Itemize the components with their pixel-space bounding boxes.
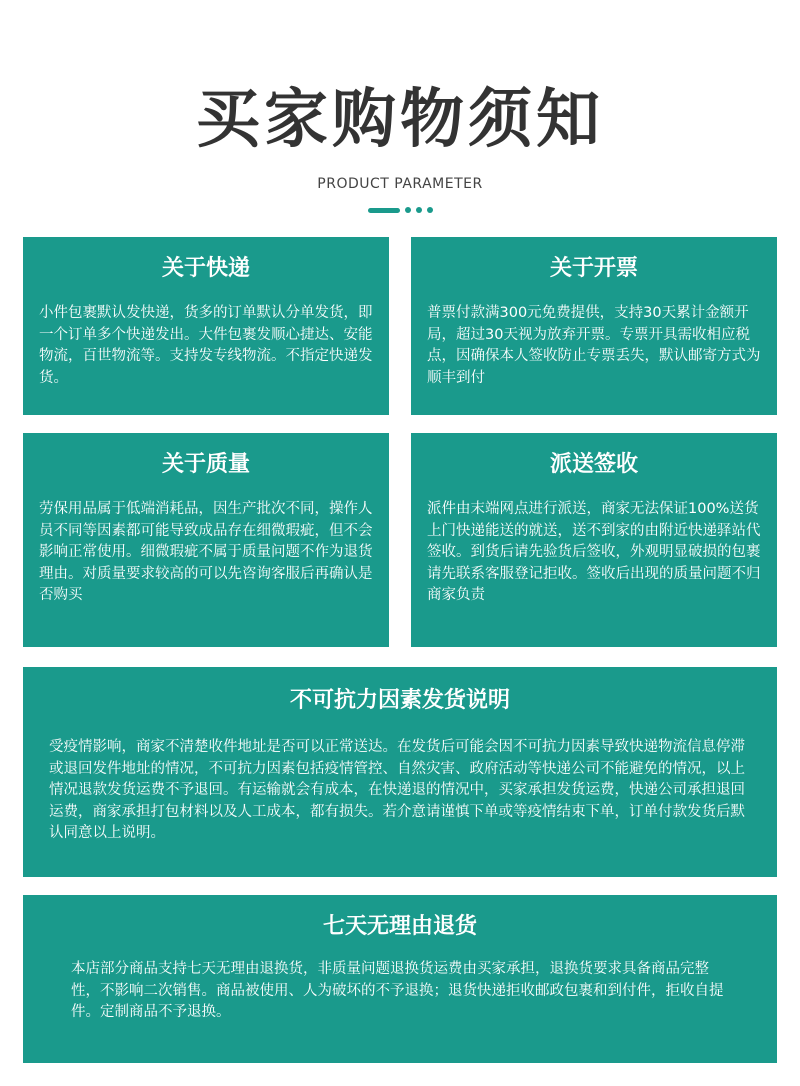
page-title: 买家购物须知 [196,83,604,157]
seven-day-return-card [23,895,777,1063]
card-body: 本店部分商品支持七天无理由退换货，非质量问题退换货运费由买家承担，退换货要求具备商品完整性，不影响二次销售。商品被使用、人为破坏的不予退换；退货快递拒收邮政包裹和到付件，拒收自提件。定制商品不予退换。 [71,961,724,1020]
card-body: 劳保用品属于低端消耗品，因生产批次不同，操作人员不同等因素都可能导致成品存在细微瑕疵，但不会影响正常使用。细微瑕疵不属于质量问题不作为退货理由。对质量要求较高的可以先咨询客服后再确认是否购买 [39,501,373,603]
card-body: 派件由末端网点进行派送，商家无法保证100%送货上门快递能送的就送，送不到家的由附近快递驿站代签收。到货后请先验货后签收，外观明显破损的包裹请先联系客服登记拒收。签收后出现的质量问题不归商家负责 [427,501,761,603]
card-body: 小件包裹默认发快递，货多的订单默认分单发货，即一个订单多个快递发出。大件包裹发顺心捷达、安能物流，百世物流等。支持发专线物流。不指定快递发货。 [39,305,373,386]
page-subtitle: PRODUCT PARAMETER [317,176,483,192]
divider-bar [368,208,400,213]
card-title: 关于开票 [549,256,638,281]
delivery-signoff-card [411,433,777,647]
card-body: 普票付款满300元免费提供，支持30天累计金额开局，超过30天视为放弃开票。专票开具需收相应税点，因确保本人签收防止专票丢失，默认邮寄方式为顺丰到付 [427,305,761,386]
force-majeure-card [23,667,777,877]
card-title: 关于快递 [161,256,250,281]
card-title: 派送签收 [549,452,638,477]
quality-info-card [23,433,389,647]
card-title: 关于质量 [161,452,250,477]
title-divider [0,206,800,214]
card-title: 七天无理由退货 [322,914,477,939]
card-body: 受疫情影响，商家不清楚收件地址是否可以正常送达。在发货后可能会因不可抗力因素导致快递物流信息停滞或退回发件地址的情况，不可抗力因素包括疫情管控、自然灾害、政府活动等快递公司不能避免的情况，以上情况退款发货运费不予退回。有运输就会有成本，在快递退的情况中，买家承担发货运费，快递公司承担退回运费，商家承担打包材料以及人工成本，都有损失。若介意请谨慎下单或等疫情结束下单，订单付款发货后默认同意以上说明。 [49,739,745,841]
shipping-info-card [23,237,389,415]
invoice-info-card [411,237,777,415]
divider-dot [405,207,411,213]
card-title: 不可抗力因素发货说明 [289,688,510,713]
divider-dot [427,207,433,213]
divider-dot [416,207,422,213]
